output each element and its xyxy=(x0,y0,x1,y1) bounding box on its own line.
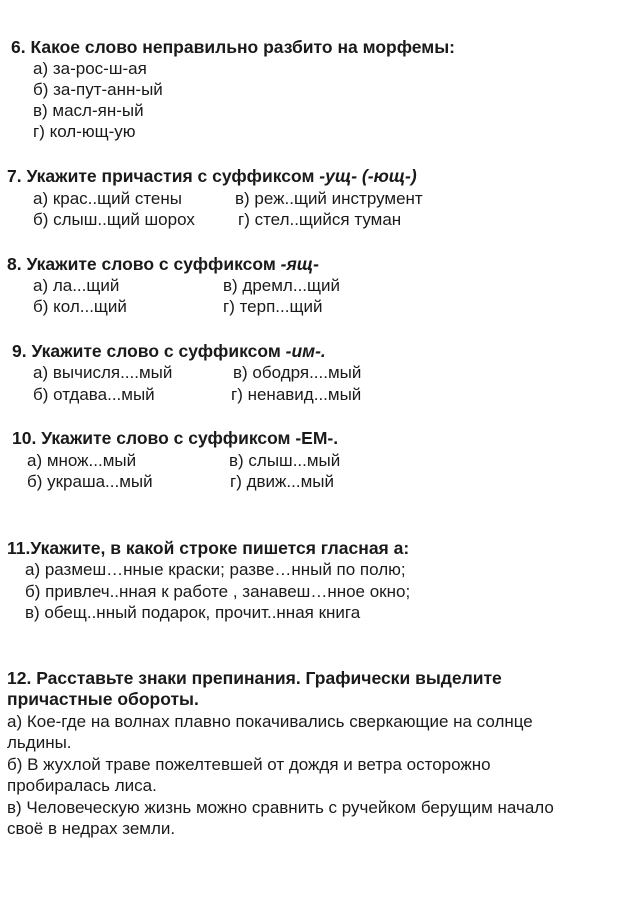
q7-option-b: б) слыш..щий шорох xyxy=(33,210,195,229)
q8-option-a: а) ла...щий xyxy=(33,276,120,295)
q6-option-c: в) масл-ян-ый xyxy=(33,101,144,120)
q9-option-a: а) вычисля....мый xyxy=(33,363,173,382)
q7-option-a: а) крас..щий стены xyxy=(33,189,182,208)
q9-title xyxy=(12,341,326,361)
q8-option-b: б) кол...щий xyxy=(33,297,127,316)
q6-title: 6. Какое слово неправильно разбито на морфемы: xyxy=(11,37,456,57)
q11-title: 11.Укажите, в какой строке пишется гласная а: xyxy=(7,538,410,558)
q9-option-d: г) ненавид...мый xyxy=(231,385,362,404)
q10-option-b: б) украша...мый xyxy=(27,472,153,491)
q10-title: 10. Укажите слово с суффиксом -ЕМ-. xyxy=(12,428,339,448)
q11-option-c: в) обещ..нный подарок, прочит..нная книга xyxy=(25,603,361,622)
q6-option-b: б) за-пут-анн-ый xyxy=(33,80,163,99)
q8-option-d: г) терп...щий xyxy=(223,297,323,316)
q10-option-a: а) множ...мый xyxy=(27,451,137,470)
q9-option-b: б) отдава...мый xyxy=(33,385,155,404)
q8-suffix: -ящ- xyxy=(280,254,319,274)
q12-line-c2: своё в недрах земли. xyxy=(7,819,176,838)
q10-option-c: в) слыш...мый xyxy=(229,451,341,470)
q11-option-b: б) привлеч..нная к работе , занавеш…нное окно; xyxy=(25,582,411,601)
q12-title-line2: причастные обороты. xyxy=(7,689,199,709)
q8-title-text: 8. Укажите слово с суффиксом xyxy=(7,254,281,274)
q8-option-c: в) дремл...щий xyxy=(223,276,340,295)
q7-option-d: г) стел..щийся туман xyxy=(238,210,402,229)
q7-title-text: 7. Укажите причастия с суффиксом xyxy=(7,166,320,186)
q12-line-a2: льдины. xyxy=(7,733,72,752)
q11-option-a: а) размеш…нные краски; разве…нный по полю; xyxy=(25,560,406,579)
q12-line-b2: пробиралась лиса. xyxy=(7,776,157,795)
q12-line-b1: б) В жухлой траве пожелтевшей от дождя и ветра осторожно xyxy=(7,755,491,774)
q12-title-line1: 12. Расставьте знаки препинания. Графически выделите xyxy=(7,668,502,688)
q9-option-c: в) ободря....мый xyxy=(233,363,362,382)
q10-option-d: г) движ...мый xyxy=(230,472,334,491)
q6-option-d: г) кол-ющ-ую xyxy=(33,122,136,141)
q12-line-a1: а) Кое-где на волнах плавно покачивались сверкающие на солнце xyxy=(7,712,533,731)
q9-title-text: 9. Укажите слово с суффиксом xyxy=(12,341,286,361)
q6-option-a: а) за-рос-ш-ая xyxy=(33,59,147,78)
q9-suffix: -им-. xyxy=(285,341,326,361)
q7-suffix: -ущ- (-ющ-) xyxy=(319,166,417,186)
q7-title xyxy=(7,166,417,186)
q7-option-c: в) реж..щий инструмент xyxy=(235,189,423,208)
q8-title xyxy=(7,254,319,274)
q12-line-c1: в) Человеческую жизнь можно сравнить с ручейком берущим начало xyxy=(7,798,554,817)
